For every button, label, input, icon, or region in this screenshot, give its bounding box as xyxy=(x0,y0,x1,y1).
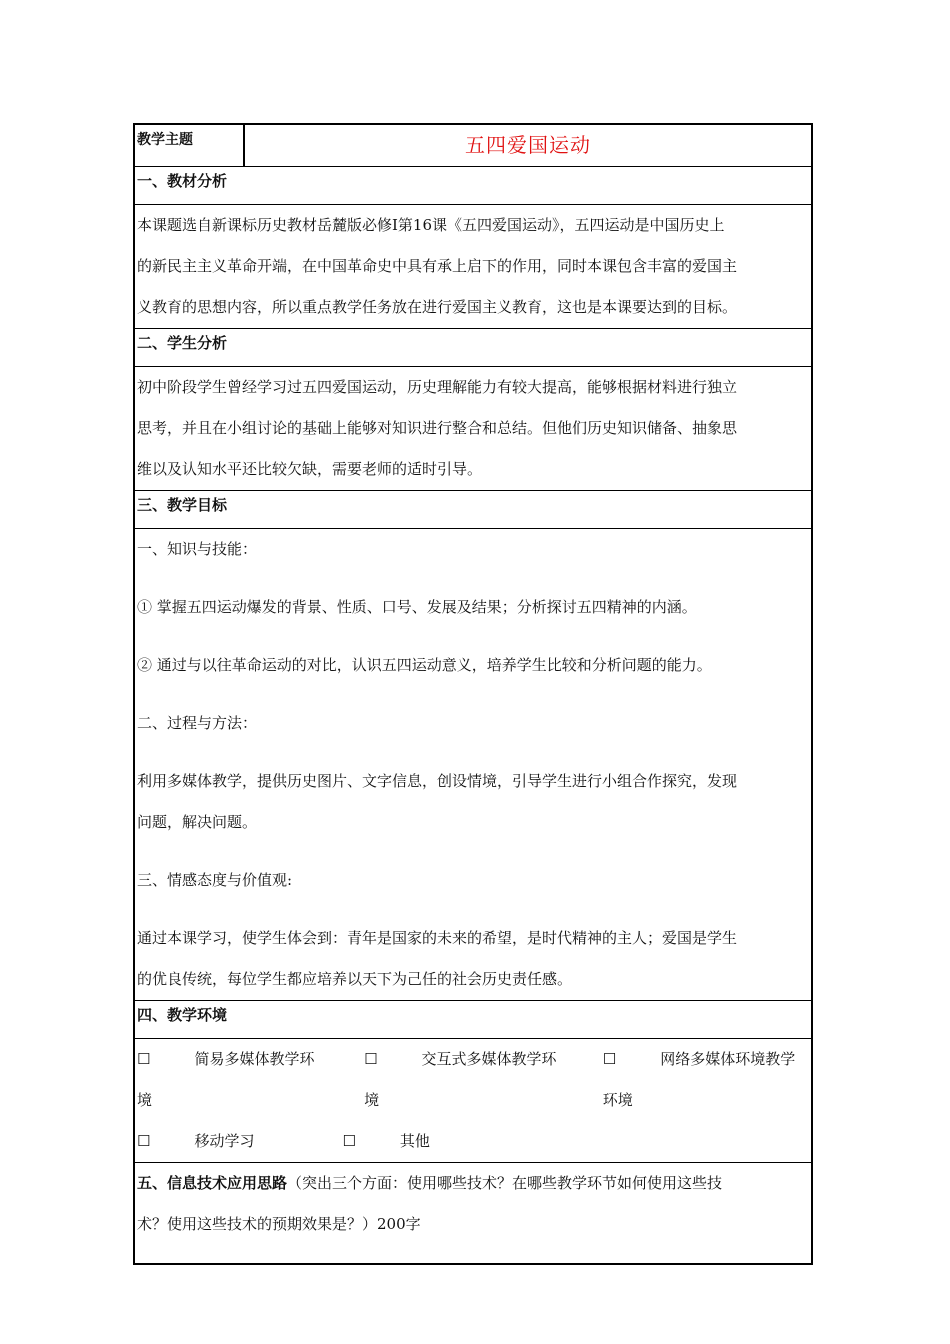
text-line: 初中阶段学生曾经学习过五四爱国运动，历史理解能力有较大提高，能够根据材料进行独立 xyxy=(137,378,738,396)
section-heading-goals xyxy=(135,490,811,528)
it-application-note: （突出三个方面：使用哪些技术？在哪些教学环节如何使用这些技 xyxy=(287,1174,723,1192)
checkbox-icon[interactable]: ☐ xyxy=(137,1132,151,1150)
goal-subtitle-knowledge: 一、知识与技能： xyxy=(137,540,258,558)
env-option-mobile[interactable]: ☐ 移动学习 xyxy=(137,1132,255,1150)
section-heading-text: 二、学生分析 xyxy=(137,334,228,352)
goal-subtitle-process: 二、过程与方法： xyxy=(137,714,258,732)
topic-row xyxy=(135,125,811,166)
checkbox-icon[interactable]: ☐ xyxy=(602,1050,617,1068)
text-line: 的优良传统，每位学生都应培养以天下为己任的社会历史责任感。 xyxy=(137,970,573,988)
text-line: 通过本课学习，使学生体会到：青年是国家的未来的希望，是时代精神的主人；爱国是学生 xyxy=(137,929,738,947)
goal-item: ① 掌握五四运动爆发的背景、性质、口号、发展及结果；分析探讨五四精神的内涵。 xyxy=(137,598,697,616)
text-line: 维以及认知水平还比较欠缺，需要老师的适时引导。 xyxy=(137,460,483,478)
it-application-section xyxy=(135,1162,811,1263)
env-option-other[interactable]: ☐ 其他 xyxy=(342,1132,430,1150)
material-analysis-body xyxy=(135,204,811,328)
text-line: 利用多媒体教学，提供历史图片、文字信息，创设情境，引导学生进行小组合作探究，发现 xyxy=(137,772,738,790)
section-heading-material xyxy=(135,166,811,204)
text-line: 的新民主主义革命开端，在中国革命史中具有承上启下的作用，同时本课包含丰富的爱国主 xyxy=(137,257,738,275)
text-line: 问题，解决问题。 xyxy=(137,813,258,831)
teaching-goals-body xyxy=(135,528,811,1000)
section-heading-environment xyxy=(135,1000,811,1038)
section-heading-text: 三、教学目标 xyxy=(137,496,228,514)
goal-item: ② 通过与以往革命运动的对比，认识五四运动意义，培养学生比较和分析问题的能力。 xyxy=(137,656,712,674)
section-heading-text: 四、教学环境 xyxy=(137,1006,228,1024)
environment-options xyxy=(135,1038,811,1162)
env-option-network[interactable]: ☐ 网络多媒体环境教学环境 xyxy=(602,1050,796,1109)
student-analysis-body xyxy=(135,366,811,490)
topic-title: 五四爱国运动 xyxy=(465,133,591,157)
section-heading-text: 一、教材分析 xyxy=(137,172,228,190)
text-line: 思考，并且在小组讨论的基础上能够对知识进行整合和总结。但他们历史知识储备、抽象思 xyxy=(137,419,738,437)
text-line: 本课题选自新课标历史教材岳麓版必修Ⅰ第16课《五四爱国运动》，五四运动是中国历史上 xyxy=(137,216,725,234)
env-option-simple[interactable]: ☐ 简易多媒体教学环境 xyxy=(137,1050,315,1109)
topic-label: 教学主题 xyxy=(135,125,245,166)
goal-subtitle-emotion: 三、情感态度与价值观: xyxy=(137,871,293,889)
env-option-interactive[interactable]: ☐ 交互式多媒体教学环境 xyxy=(364,1050,557,1109)
checkbox-icon[interactable]: ☐ xyxy=(137,1050,151,1068)
checkbox-icon[interactable]: ☐ xyxy=(342,1132,356,1150)
text-line: 义教育的思想内容，所以重点教学任务放在进行爱国主义教育，这也是本课要达到的目标。 xyxy=(137,298,738,316)
it-application-note-line2: 术？使用这些技术的预期效果是？）200字 xyxy=(137,1215,421,1233)
lesson-plan-table xyxy=(133,123,813,1265)
section-heading-it: 五、信息技术应用思路 xyxy=(137,1174,288,1192)
section-heading-students xyxy=(135,328,811,366)
checkbox-icon[interactable]: ☐ xyxy=(364,1050,378,1068)
